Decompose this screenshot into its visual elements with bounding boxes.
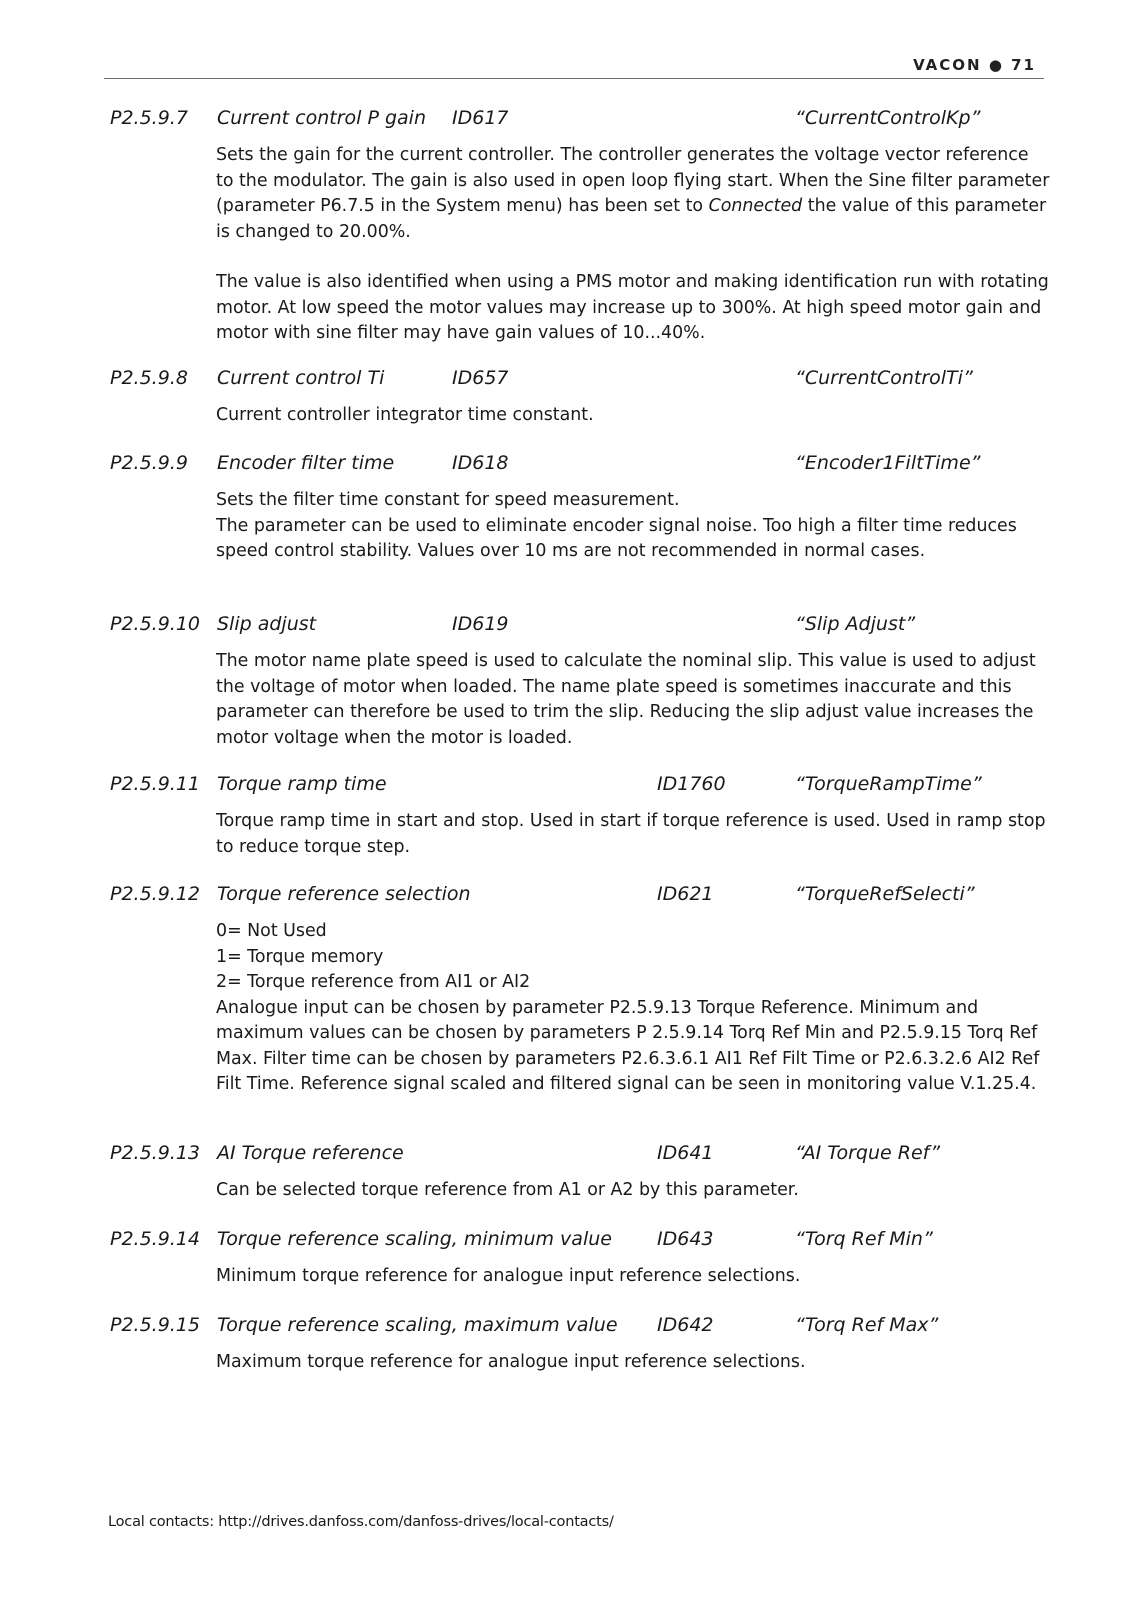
- param-variable: “Torq Ref Min”: [795, 1228, 933, 1250]
- param-variable: “CurrentControlKp”: [795, 107, 981, 129]
- param-variable: “CurrentControlTi”: [795, 367, 973, 389]
- param-description: [216, 143, 1050, 347]
- description-paragraph: Sets the filter time constant for speed measurement.: [216, 490, 680, 510]
- param-heading: [0, 107, 1132, 133]
- description-paragraph: Current controller integrator time constant.: [216, 405, 594, 425]
- param-id: ID619: [452, 613, 509, 635]
- param-id: ID621: [657, 883, 714, 905]
- param-heading: [0, 1228, 1132, 1254]
- param-id: ID643: [657, 1228, 714, 1250]
- param-name: Torque reference scaling, maximum value: [217, 1314, 618, 1336]
- param-id: ID1760: [657, 773, 726, 795]
- option-number: 1: [216, 946, 228, 967]
- option-number: 2: [216, 972, 228, 992]
- param-name: Torque ramp time: [217, 773, 387, 795]
- option-number: 0: [216, 921, 228, 941]
- param-id: ID657: [452, 367, 509, 389]
- option-item: [216, 945, 1050, 971]
- param-variable: “TorqueRampTime”: [795, 773, 982, 795]
- param-code: P2.5.9.7: [110, 107, 188, 129]
- emphasis-connected: Connected: [708, 196, 803, 216]
- param-name: AI Torque reference: [217, 1142, 404, 1164]
- param-description: [216, 1178, 1050, 1204]
- param-name: Slip adjust: [217, 613, 317, 635]
- param-variable: “Encoder1FiltTime”: [795, 452, 981, 474]
- param-id: ID642: [657, 1314, 714, 1336]
- description-paragraph: Sets the gain for the current controller. The controller generates the voltage vector reference to the modulator. The gain is also used in open loop flying start. When the Sine filter parameter (parameter P6.7.5 in the System menu) has been set to Connected the value of this parameter is changed to 20.00%.: [216, 145, 1050, 242]
- param-name: Current control Ti: [217, 367, 385, 389]
- param-description: [216, 919, 1050, 1098]
- param-p2-5-9-15: [0, 1314, 1132, 1376]
- param-id: ID617: [452, 107, 509, 129]
- param-variable: “AI Torque Ref”: [795, 1142, 941, 1164]
- header-brand-page: VACON ● 71: [913, 56, 1036, 74]
- param-description: [216, 1264, 1050, 1290]
- description-paragraph: The parameter can be used to eliminate encoder signal noise. Too high a filter time reduces speed control stability. Values over 10 ms are not recommended in normal cases.: [216, 515, 1017, 561]
- param-description: [216, 403, 1050, 429]
- option-text: = Not Used: [227, 921, 327, 941]
- param-code: P2.5.9.11: [110, 773, 201, 795]
- param-name: Torque reference selection: [217, 883, 471, 905]
- param-heading: [0, 1314, 1132, 1340]
- param-code: P2.5.9.10: [110, 613, 201, 635]
- param-name: Torque reference scaling, minimum value: [217, 1228, 612, 1250]
- param-description: [216, 1350, 1050, 1376]
- param-description: [216, 809, 1050, 860]
- param-variable: “Slip Adjust”: [795, 613, 916, 635]
- param-heading: [0, 452, 1132, 478]
- param-description: [216, 488, 1050, 565]
- description-paragraph: Analogue input can be chosen by parameter P2.5.9.13 Torque Reference. Minimum and maximum values can be chosen by parameters P 2.5.9.14 Torq Ref Min and P2.5.9.15 Torq Ref Max. Filter time can be chosen by parameters P2.6.3.6.1 AI1 Ref Filt Time or P2.6.3.2.6 AI2 Ref Filt Time. Reference signal scaled and filtered signal can be seen in monitoring value V.1.25.4.: [216, 997, 1040, 1094]
- param-p2-5-9-8: [0, 367, 1132, 429]
- description-paragraph: The value is also identified when using a PMS motor and making identification run with rotating motor. At low speed the motor values may increase up to 300%. At high speed motor gain and motor with sine filter may have gain values of 10...40%.: [216, 272, 1049, 343]
- option-text: = Torque reference from AI1 or AI2: [227, 972, 531, 992]
- description-paragraph: Can be selected torque reference from A1 or A2 by this parameter.: [216, 1180, 799, 1200]
- param-code: P2.5.9.9: [110, 452, 188, 474]
- param-p2-5-9-7: [0, 107, 1132, 347]
- param-heading: [0, 773, 1132, 799]
- param-code: P2.5.9.14: [110, 1228, 201, 1250]
- param-p2-5-9-14: [0, 1228, 1132, 1290]
- option-text: = Torque memory: [227, 946, 384, 967]
- param-p2-5-9-11: [0, 773, 1132, 860]
- param-code: P2.5.9.15: [110, 1314, 201, 1336]
- description-paragraph: The motor name plate speed is used to calculate the nominal slip. This value is used to adjust the voltage of motor when loaded. The name plate speed is sometimes inaccurate and this parameter can therefore be used to trim the slip. Reducing the slip adjust value increases the motor voltage when the motor is loaded.: [216, 651, 1036, 748]
- param-code: P2.5.9.8: [110, 367, 188, 389]
- param-heading: [0, 613, 1132, 639]
- param-p2-5-9-9: [0, 452, 1132, 565]
- param-variable: “TorqueRefSelecti”: [795, 883, 975, 905]
- description-paragraph: Maximum torque reference for analogue input reference selections.: [216, 1352, 806, 1372]
- param-name: Encoder filter time: [217, 452, 395, 474]
- param-p2-5-9-13: [0, 1142, 1132, 1204]
- param-description: [216, 649, 1050, 751]
- description-paragraph: Torque ramp time in start and stop. Used in start if torque reference is used. Used in ramp stop to reduce torque step.: [216, 811, 1046, 857]
- page-header: [104, 52, 1044, 79]
- param-variable: “Torq Ref Max”: [795, 1314, 939, 1336]
- param-id: ID618: [452, 452, 509, 474]
- param-heading: [0, 1142, 1132, 1168]
- param-heading: [0, 883, 1132, 909]
- description-paragraph: Minimum torque reference for analogue input reference selections.: [216, 1266, 801, 1286]
- option-item: [216, 970, 1050, 996]
- option-item: [216, 919, 1050, 945]
- param-p2-5-9-12: [0, 883, 1132, 1098]
- param-heading: [0, 367, 1132, 393]
- param-p2-5-9-10: [0, 613, 1132, 751]
- param-name: Current control P gain: [217, 107, 426, 129]
- param-id: ID641: [657, 1142, 714, 1164]
- param-code: P2.5.9.13: [110, 1142, 201, 1164]
- param-code: P2.5.9.12: [110, 883, 201, 905]
- page-footer: Local contacts: http://drives.danfoss.com/danfoss-drives/local-contacts/: [108, 1514, 614, 1530]
